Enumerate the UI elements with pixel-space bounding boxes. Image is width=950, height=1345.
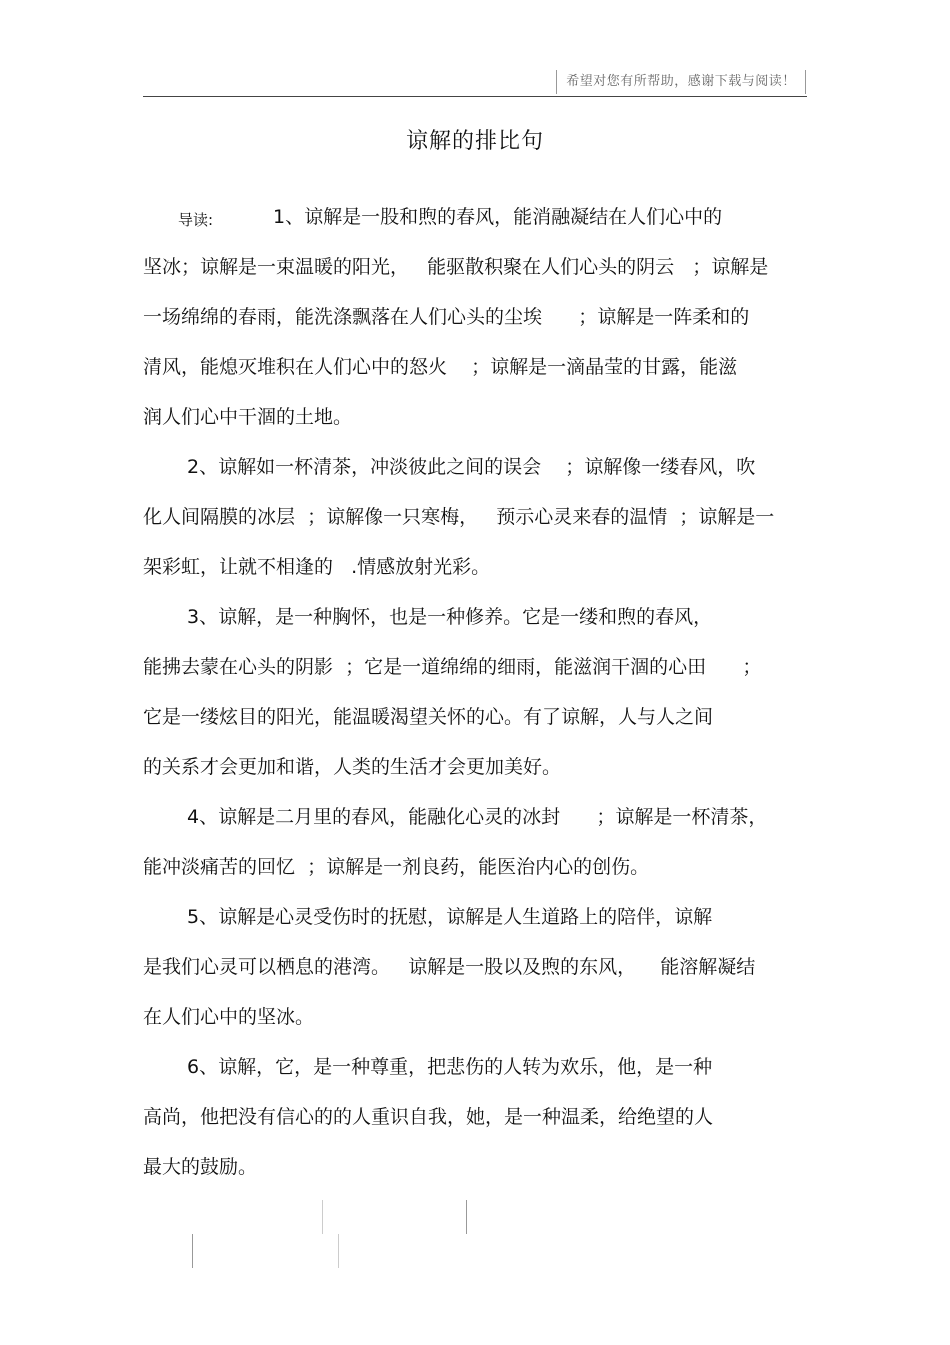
text-line: 最大的鼓励。	[143, 1156, 258, 1178]
page-mark	[192, 1234, 193, 1268]
text-line: 化人间隔膜的冰层 ；谅解像一只寒梅， 预示心灵来春的温情 ；谅解是一	[143, 506, 775, 528]
text-line: 2、谅解如一杯清茶，冲淡彼此之间的误会 ；谅解像一缕春风，吹	[187, 456, 756, 478]
text-line: 在人们心中的坚冰。	[143, 1006, 315, 1028]
text-line: 高尚，他把没有信心的的人重识自我，她，是一种温柔，给绝望的人	[143, 1106, 714, 1128]
header-note: 希望对您有所帮助，感谢下载与阅读！	[556, 70, 806, 94]
page-mark	[322, 1200, 323, 1234]
text-line: 6、谅解，它，是一种尊重，把悲伤的人转为欢乐，他，是一种	[187, 1056, 713, 1078]
intro-label: 导读:	[178, 211, 214, 229]
page-title: 谅解的排比句	[405, 129, 544, 154]
page-mark	[466, 1200, 467, 1234]
text-line: 架彩虹，让就不相逢的 .情感放射光彩。	[143, 556, 491, 578]
text-line: 能拂去蒙在心头的阴影 ；它是一道绵绵的细雨，能滋润干涸的心田 ；	[143, 656, 762, 678]
text-line: 一场绵绵的春雨，能洗涤飘落在人们心头的尘埃 ；谅解是一阵柔和的	[143, 306, 750, 328]
text-line: 的关系才会更加和谐，人类的生活才会更加美好。	[143, 756, 562, 778]
text-line: 清风，能熄灭堆积在人们心中的怒火 ；谅解是一滴晶莹的甘露，能滋	[143, 356, 738, 378]
text-line: 4、谅解是二月里的春风，能融化心灵的冰封 ；谅解是一杯清茶，	[187, 806, 768, 828]
header-divider	[143, 96, 807, 97]
text-line: 润人们心中干涸的土地。	[143, 406, 353, 428]
text-line: 它是一缕炫目的阳光，能温暖渴望关怀的心。有了谅解，人与人之间	[143, 706, 714, 728]
text-line: 是我们心灵可以栖息的港湾。 谅解是一股以及煦的东风， 能溶解凝结	[143, 956, 756, 978]
text-line: 5、谅解是心灵受伤时的抚慰，谅解是人生道路上的陪伴，谅解	[187, 906, 713, 928]
page-mark	[338, 1234, 339, 1268]
text-line: 坚冰；谅解是一束温暖的阳光， 能驱散积聚在人们心头的阴云 ；谅解是	[143, 256, 769, 278]
text-line: 3、谅解，是一种胸怀，也是一种修养。它是一缕和煦的春风，	[187, 606, 713, 628]
text-line: 能冲淡痛苦的回忆 ；谅解是一剂良药，能医治内心的创伤。	[143, 856, 650, 878]
text-line: 1、谅解是一股和煦的春风，能消融凝结在人们心中的	[273, 206, 723, 228]
